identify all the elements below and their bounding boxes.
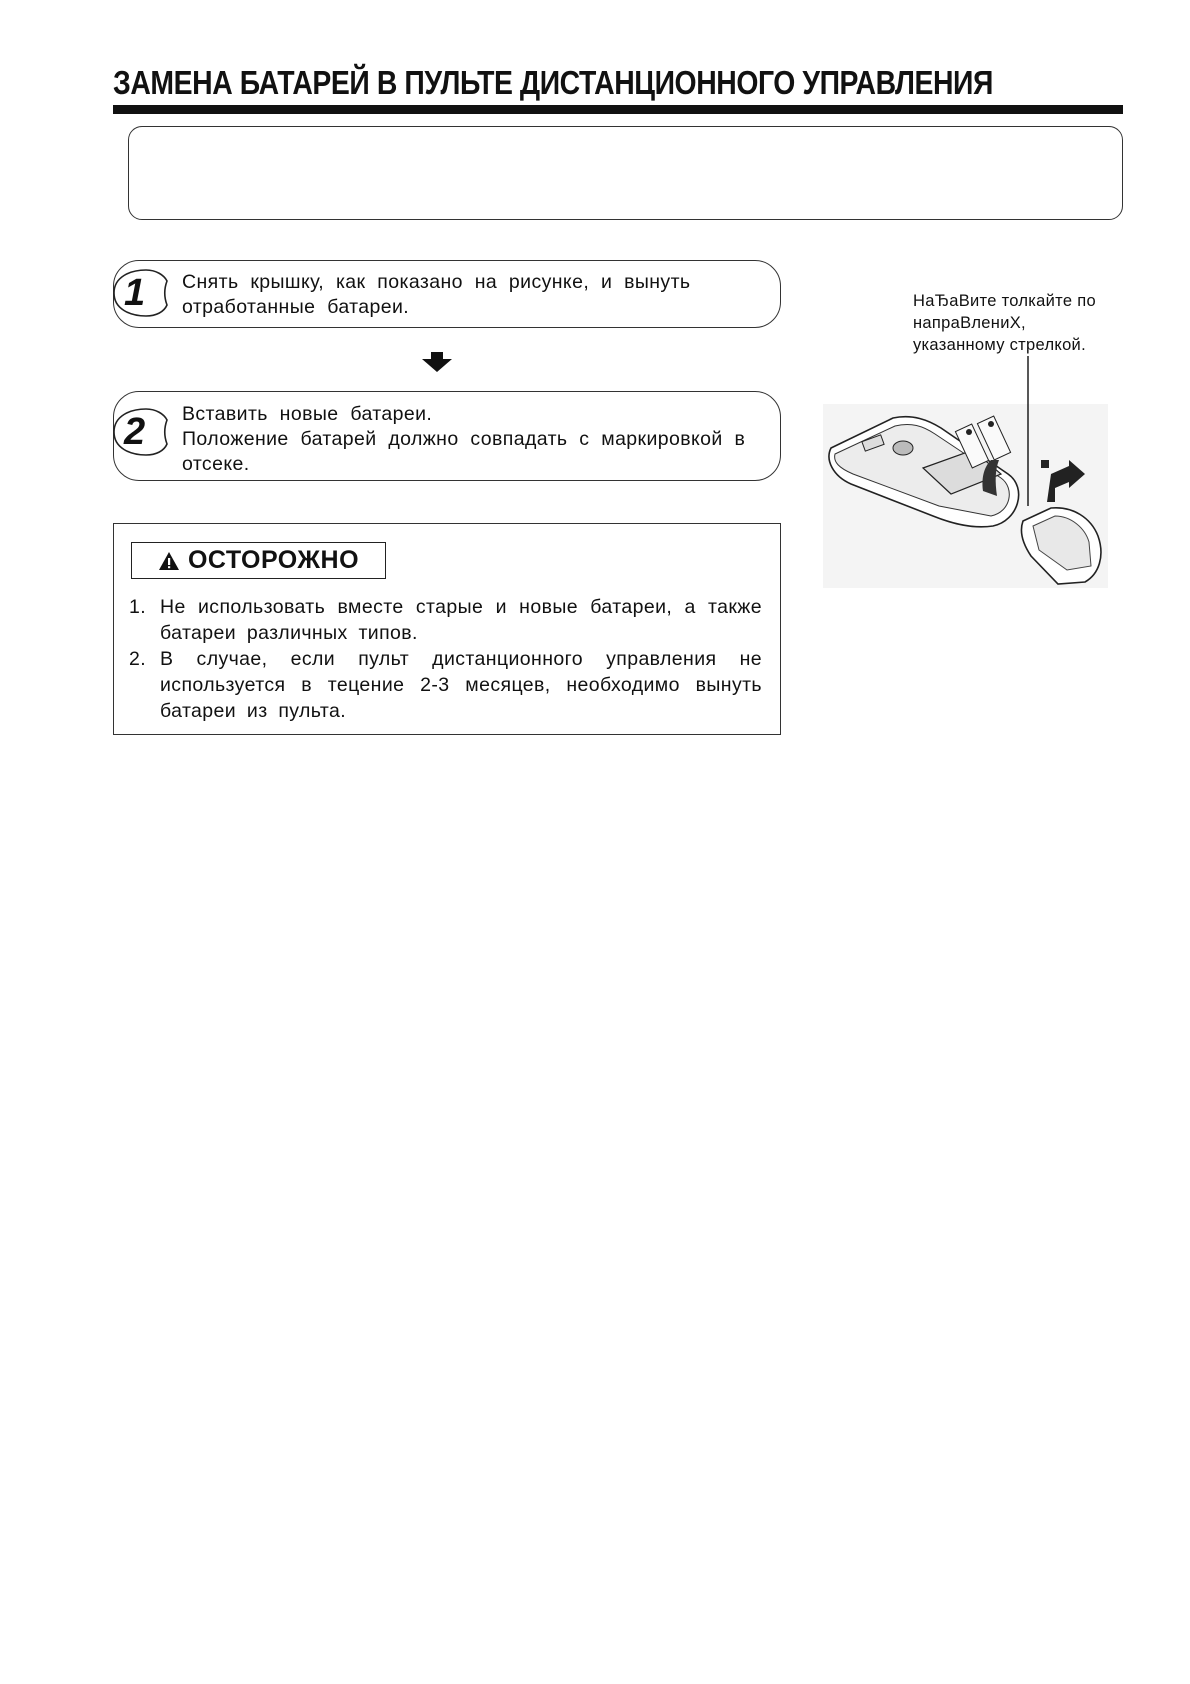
step-text-line: Вставить новые батареи. (182, 403, 433, 425)
caution-item (129, 646, 762, 724)
empty-note-box (128, 126, 1123, 220)
caution-item (129, 594, 762, 646)
step-1-text (182, 270, 762, 320)
page-title: ЗАМЕНА БАТАРЕЙ В ПУЛЬТЕ ДИСТАНЦИОННОГО УПРАВЛЕНИЯ (113, 64, 993, 101)
step-number-badge (112, 406, 170, 458)
step-number-badge (112, 267, 170, 319)
step-text-line: отработанные батареи. (182, 296, 410, 318)
step-text-line: Снять крышку, как показано на рисунке, и вынуть (182, 271, 691, 293)
title-rule (113, 105, 1123, 114)
caution-box (113, 523, 781, 735)
remote-battery-compartment-illustration (823, 356, 1108, 588)
step-text-line: отсеке. (182, 453, 250, 475)
down-arrow-icon (422, 352, 452, 372)
step-1-box (113, 260, 781, 328)
caution-item-text: В случае, если пульт дистанционного управления не используется в тецение 2-3 месяцев, необходимо вынуть батареи из пульта. (160, 648, 762, 722)
caption-line: НаЂаВите толкайте по (913, 292, 1096, 310)
step-number: 1 (124, 272, 146, 314)
caption-line: напраВлениХ, (913, 314, 1026, 332)
caution-list (129, 594, 762, 724)
caution-item-number: 2. (129, 648, 147, 670)
step-2-text (182, 402, 762, 477)
figure-caption (913, 290, 1096, 356)
caption-line: указанному стрелкой. (913, 336, 1086, 354)
step-text-line: Положение батарей должно совпадать с маркировкой в (182, 428, 746, 450)
caution-title: ОСТОРОЖНО (187, 546, 360, 574)
step-2-box (113, 391, 781, 481)
caution-badge (131, 542, 386, 579)
caution-item-number: 1. (129, 596, 147, 618)
step-number: 2 (124, 411, 146, 453)
caution-item-text: Не использовать вместе старые и новые батареи, а также батареи различных типов. (160, 596, 762, 644)
warning-triangle-icon (158, 551, 180, 571)
